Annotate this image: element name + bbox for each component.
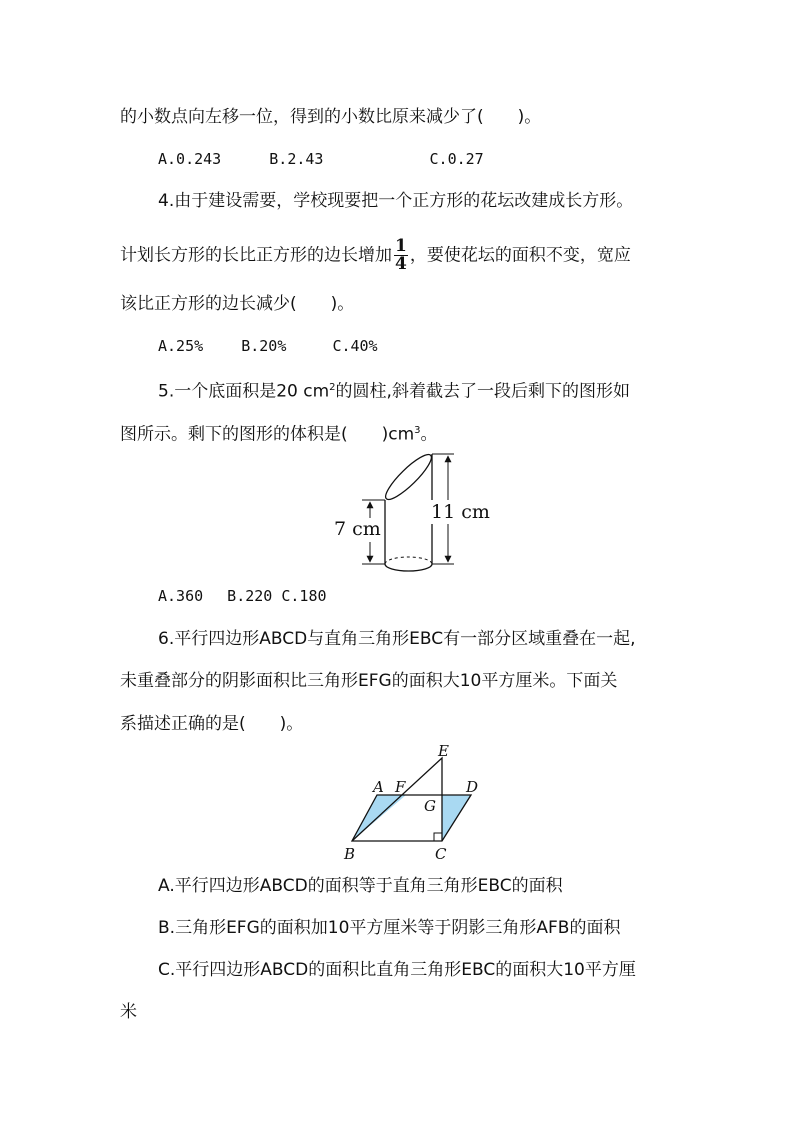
fraction-denominator: 4: [395, 254, 407, 274]
q5-line1-pre: 5.一个底面积是20 cm: [158, 381, 330, 402]
q3-option-b: B.2.43: [269, 150, 324, 168]
q4-option-b: B.20%: [241, 337, 287, 355]
q6-line3: 系描述正确的是( )。: [120, 714, 304, 734]
q4-line2: [120, 238, 631, 273]
q5-line1: [158, 376, 630, 404]
q3-text: 的小数点向左移一位，得到的小数比原来减少了( )。: [120, 107, 542, 127]
right-angle-mark: [434, 833, 442, 841]
q6-option-c-cont: 米: [120, 1002, 137, 1022]
q3-option-c: C.0.27: [429, 150, 484, 168]
q5-line2-pre: 图所示。剩下的图形的体积是( )cm: [120, 424, 415, 445]
q3-options: [158, 147, 484, 171]
q6-option-a: A.平行四边形ABCD的面积等于直角三角形EBC的面积: [158, 876, 563, 896]
left-height-label: 7 cm: [334, 518, 381, 540]
parallelogram-triangle-figure: [335, 742, 495, 864]
label-G: G: [424, 797, 436, 815]
label-F: F: [395, 778, 406, 796]
q6-line1: 6.平行四边形ABCD与直角三角形EBC有一部分区域重叠在一起,: [158, 629, 636, 649]
fraction-one-quarter: [394, 238, 408, 273]
cut-cylinder-figure: [330, 444, 500, 579]
q6-option-c: C.平行四边形ABCD的面积比直角三角形EBC的面积大10平方厘: [158, 960, 636, 980]
q6-line2: 未重叠部分的阴影面积比三角形EFG的面积大10平方厘米。下面关: [120, 671, 618, 691]
q5-options: A.360 B.220 C.180: [158, 587, 327, 605]
q3-option-a: A.0.243: [158, 150, 222, 168]
cylinder-bottom-front: [385, 564, 432, 571]
squared-sup: 2: [329, 382, 336, 393]
q4-option-a: A.25%: [158, 337, 204, 355]
q5-line2: [120, 419, 438, 447]
cylinder-slanted-top: [381, 450, 436, 505]
label-A: A: [373, 778, 384, 796]
cubed-sup: 3: [414, 425, 421, 436]
label-C: C: [435, 845, 447, 863]
q4-line3: 该比正方形的边长减少( )。: [120, 294, 355, 314]
q4-line2-post: ，要使花坛的面积不变，宽应: [409, 245, 631, 266]
label-E: E: [438, 742, 449, 760]
cylinder-bottom-back: [385, 557, 432, 564]
label-D: D: [466, 778, 479, 796]
q5-line2-post: 。: [420, 424, 438, 445]
right-height-label: 11 cm: [431, 501, 490, 523]
q4-options: [158, 334, 378, 358]
q4-option-c: C.40%: [332, 337, 378, 355]
q5-line1-post: 的圆柱,斜着截去了一段后剩下的图形如: [335, 381, 630, 402]
fraction-numerator: 1: [395, 236, 407, 256]
label-B: B: [344, 845, 356, 863]
q4-line2-pre: 计划长方形的长比正方形的边长增加: [120, 245, 392, 266]
q4-line1: 4.由于建设需要，学校现要把一个正方形的花坛改建成长方形。: [158, 191, 634, 211]
q6-option-b: B.三角形EFG的面积加10平方厘米等于阴影三角形AFB的面积: [158, 918, 621, 938]
